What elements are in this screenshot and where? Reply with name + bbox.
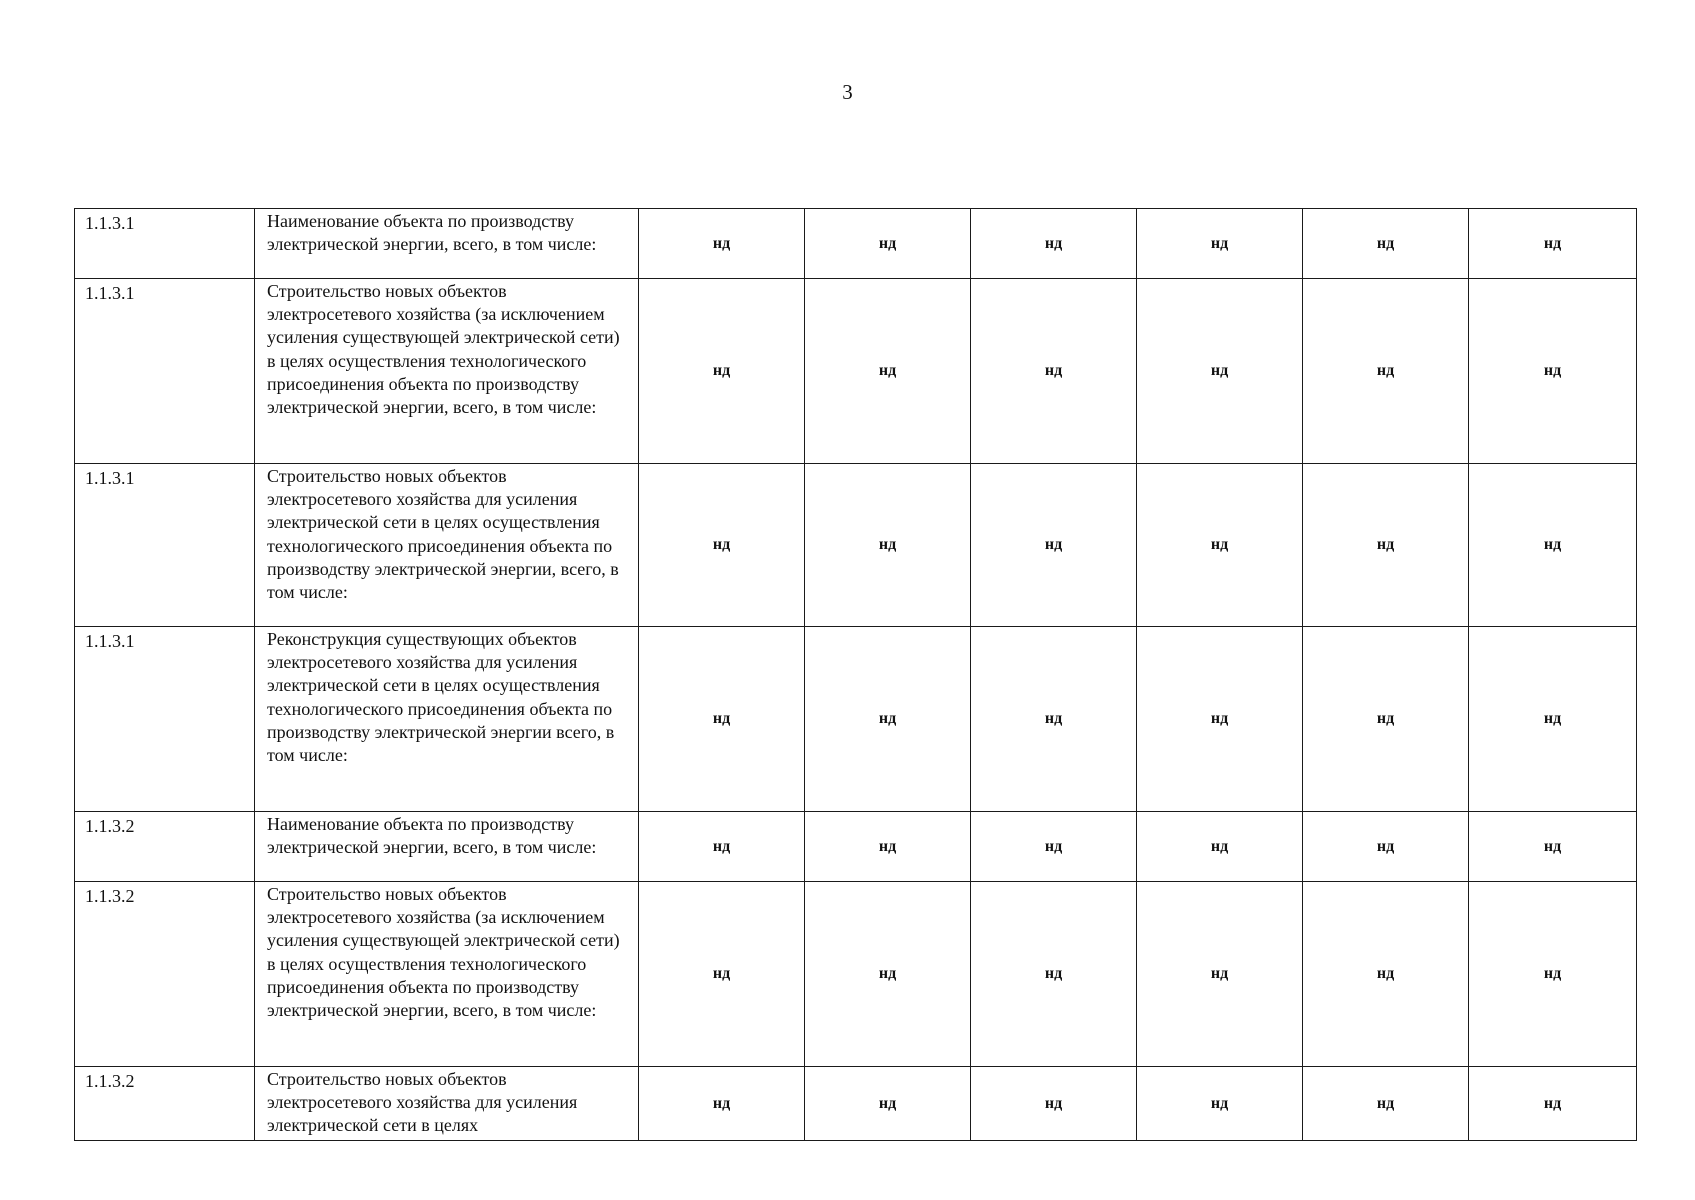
row-name: Строительство новых объектов электросетевого хозяйства (за исключением усиления существующей электрической сети) в целях осуществления технологического присоединения объекта по производству электрической энергии, всего, в том числе: [255,279,639,464]
value-cell: нд [1469,464,1637,627]
value-cell: нд [639,627,805,812]
value-cell: нд [1137,464,1303,627]
value-cell: нд [971,1067,1137,1141]
value-cell: нд [1469,812,1637,882]
row-name: Реконструкция существующих объектов электросетевого хозяйства для усиления электрической сети в целях осуществления технологического присоединения объекта по производству электрической энергии всего, в том числе: [255,627,639,812]
value-cell: нд [1469,627,1637,812]
value-cell: нд [1469,882,1637,1067]
row-code: 1.1.3.1 [75,279,255,464]
row-code: 1.1.3.2 [75,812,255,882]
value-cell: нд [1469,1067,1637,1141]
value-cell: нд [1469,279,1637,464]
row-code: 1.1.3.2 [75,882,255,1067]
value-cell: нд [1303,627,1469,812]
value-cell: нд [639,1067,805,1141]
value-cell: нд [971,464,1137,627]
value-cell: нд [805,1067,971,1141]
value-cell: нд [805,464,971,627]
table-row [75,1067,1637,1141]
row-code: 1.1.3.1 [75,464,255,627]
value-cell: нд [971,882,1137,1067]
value-cell: нд [971,279,1137,464]
value-cell: нд [1303,1067,1469,1141]
value-cell: нд [1303,464,1469,627]
value-cell: нд [1137,1067,1303,1141]
value-cell: нд [1303,279,1469,464]
table-row [75,882,1637,1067]
row-name: Наименование объекта по производству электрической энергии, всего, в том числе: [255,209,639,279]
row-name: Строительство новых объектов электросетевого хозяйства (за исключением усиления существующей электрической сети) в целях осуществления технологического присоединения объекта по производству электрической энергии, всего, в том числе: [255,882,639,1067]
value-cell: нд [639,279,805,464]
investment-table [74,208,1637,1141]
value-cell: нд [639,812,805,882]
row-name: Наименование объекта по производству электрической энергии, всего, в том числе: [255,812,639,882]
value-cell: нд [805,209,971,279]
value-cell: нд [971,627,1137,812]
table-row [75,812,1637,882]
value-cell: нд [1137,882,1303,1067]
table-row [75,627,1637,812]
value-cell: нд [805,627,971,812]
value-cell: нд [971,812,1137,882]
row-name: Строительство новых объектов электросетевого хозяйства для усиления электрической сети в целях [255,1067,639,1141]
value-cell: нд [639,209,805,279]
value-cell: нд [1137,279,1303,464]
table-row [75,279,1637,464]
value-cell: нд [1303,812,1469,882]
value-cell: нд [1469,209,1637,279]
value-cell: нд [805,882,971,1067]
value-cell: нд [1137,812,1303,882]
table-row [75,209,1637,279]
row-name: Строительство новых объектов электросетевого хозяйства для усиления электрической сети в целях осуществления технологического присоединения объекта по производству электрической энергии, всего, в том числе: [255,464,639,627]
row-code: 1.1.3.1 [75,627,255,812]
value-cell: нд [1137,627,1303,812]
page-number: 3 [842,80,853,104]
table-row [75,464,1637,627]
row-code: 1.1.3.1 [75,209,255,279]
value-cell: нд [1137,209,1303,279]
value-cell: нд [639,464,805,627]
value-cell: нд [639,882,805,1067]
value-cell: нд [805,812,971,882]
value-cell: нд [1303,882,1469,1067]
value-cell: нд [805,279,971,464]
value-cell: нд [1303,209,1469,279]
value-cell: нд [971,209,1137,279]
row-code: 1.1.3.2 [75,1067,255,1141]
